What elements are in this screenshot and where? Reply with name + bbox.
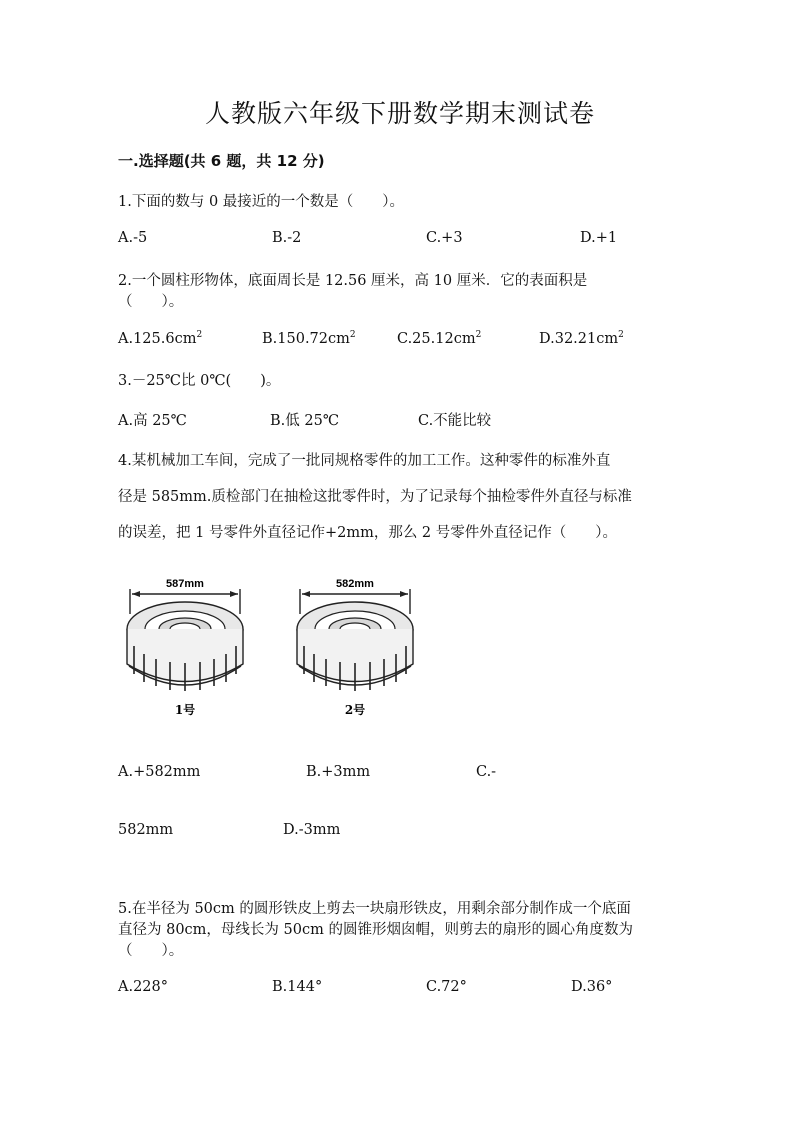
q1-option-a: A.-5: [118, 230, 148, 246]
q1-option-d: D.+1: [580, 230, 618, 246]
section-heading: 一.选择题(共 6 题，共 12 分): [118, 152, 325, 170]
q2-option-d: $D.32.21cm^2$: [539, 330, 624, 347]
q1-option-b: B.-2: [272, 230, 302, 246]
q4-option-c-continued: 582mm: [118, 822, 174, 838]
q4-option-b: B.+3mm: [306, 764, 371, 780]
q5-option-d: D.36°: [571, 979, 613, 995]
q2-option-c: $C.25.12cm^2$: [397, 330, 482, 347]
gear1-label: 1号: [174, 703, 196, 717]
q2-option-b: $B.150.72cm^2$: [262, 330, 356, 347]
gear2-dimension: 582mm: [336, 578, 374, 590]
question-3-stem: 3.－25℃比 0℃( )。: [118, 373, 281, 389]
q2-option-a: $A.125.6cm^2$: [118, 330, 203, 347]
question-1-stem: 1.下面的数与 0 最接近的一个数是（ ）。: [118, 194, 405, 210]
q3-option-b: B.低 25℃: [270, 413, 340, 429]
gears-figure: [118, 574, 428, 724]
q3-option-a: A.高 25℃: [118, 413, 187, 429]
q4-option-c: C.-: [476, 764, 497, 780]
question-5-stem-line2: 直径为 80cm，母线长为 50cm 的圆锥形烟囱帽，则剪去的扇形的圆心角度数为: [118, 922, 633, 938]
q5-option-c: C.72°: [426, 979, 467, 995]
question-4-stem-line1: 4.某机械加工车间，完成了一批同规格零件的加工工作。这种零件的标准外直: [118, 453, 611, 469]
q4-option-d: D.-3mm: [283, 822, 341, 838]
q5-option-b: B.144°: [272, 979, 323, 995]
question-4-stem-line3: 的误差，把 1 号零件外直径记作+2mm，那么 2 号零件外直径记作（ ）。: [118, 525, 618, 541]
q4-option-a: A.+582mm: [118, 764, 201, 780]
q5-option-a: A.228°: [118, 979, 169, 995]
question-4-stem-line2: 径是 585mm.质检部门在抽检这批零件时，为了记录每个抽检零件外直径与标准: [118, 489, 632, 505]
gear1-dimension: 587mm: [166, 578, 204, 590]
question-2-stem-line2: （ ）。: [118, 294, 184, 310]
page-title: 人教版六年级下册数学期末测试卷: [204, 99, 595, 128]
gear2-label: 2号: [344, 703, 366, 717]
q1-option-c: C.+3: [426, 230, 463, 246]
question-5-stem-line1: 5.在半径为 50cm 的圆形铁皮上剪去一块扇形铁皮，用剩余部分制作成一个底面: [118, 901, 631, 917]
question-5-stem-line3: （ ）。: [118, 943, 184, 959]
q3-option-c: C.不能比较: [418, 413, 492, 429]
question-2-stem-line1: 2.一个圆柱形物体，底面周长是 12.56 厘米，高 10 厘米．它的表面积是: [118, 273, 588, 289]
